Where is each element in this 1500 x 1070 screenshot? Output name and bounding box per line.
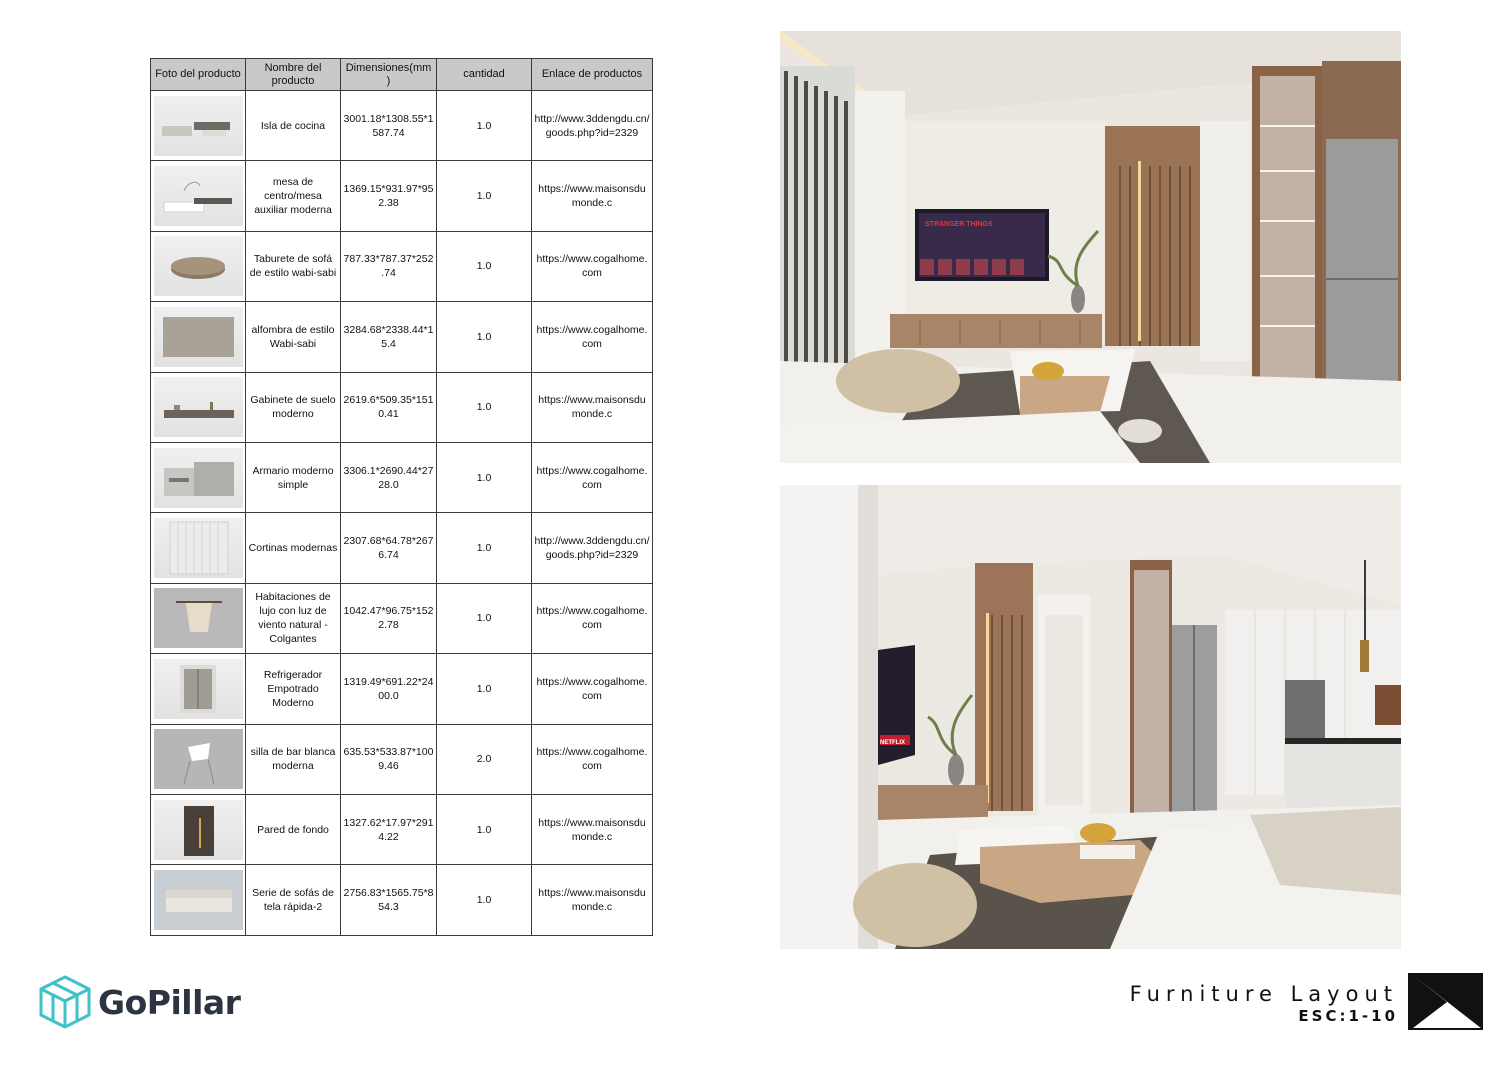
tv-brand-text: NETFLIX — [880, 740, 905, 746]
product-dimensions: 635.53*533.87*1009.46 — [341, 724, 437, 794]
table-row — [151, 161, 653, 231]
product-name: Cortinas modernas — [246, 513, 341, 583]
table-row — [151, 231, 653, 301]
table-row — [151, 724, 653, 794]
table-row — [151, 865, 653, 935]
render-bottom-image — [780, 485, 1401, 949]
header-photo: Foto del producto — [151, 59, 246, 91]
product-quantity: 1.0 — [437, 513, 532, 583]
product-table — [150, 58, 653, 936]
floor-cabinet-thumbnail — [154, 377, 243, 437]
product-link[interactable]: http://www.3ddengdu.cn/goods.php?id=2329 — [532, 91, 653, 161]
product-quantity: 2.0 — [437, 724, 532, 794]
product-dimensions: 2756.83*1565.75*854.3 — [341, 865, 437, 935]
header-dimensions: Dimensiones(mm ) — [341, 59, 437, 91]
product-link[interactable]: https://www.cogalhome.com — [532, 583, 653, 653]
product-quantity: 1.0 — [437, 91, 532, 161]
product-link[interactable]: https://www.cogalhome.com — [532, 654, 653, 724]
wall-hanging-thumbnail — [154, 588, 243, 648]
product-dimensions: 2619.6*509.35*1510.41 — [341, 372, 437, 442]
product-photo-cell — [151, 442, 246, 512]
product-quantity: 1.0 — [437, 865, 532, 935]
product-name: mesa de centro/mesa auxiliar moderna — [246, 161, 341, 231]
product-quantity: 1.0 — [437, 654, 532, 724]
table-row — [151, 91, 653, 161]
product-photo-cell — [151, 654, 246, 724]
product-dimensions: 1327.62*17.97*2914.22 — [341, 794, 437, 864]
bar-chair-thumbnail — [154, 729, 243, 789]
product-name: alfombra de estilo Wabi-sabi — [246, 302, 341, 372]
product-dimensions: 1042.47*96.75*1522.78 — [341, 583, 437, 653]
product-photo-cell — [151, 372, 246, 442]
product-photo-cell — [151, 513, 246, 583]
table-row — [151, 372, 653, 442]
product-dimensions: 3001.18*1308.55*1587.74 — [341, 91, 437, 161]
product-photo-cell — [151, 231, 246, 301]
logo-text: GoPillar — [98, 982, 241, 1022]
product-link[interactable]: https://www.maisonsdumonde.c — [532, 794, 653, 864]
table-row — [151, 583, 653, 653]
table-row — [151, 442, 653, 512]
product-name: Isla de cocina — [246, 91, 341, 161]
product-quantity: 1.0 — [437, 442, 532, 512]
product-dimensions: 3284.68*2338.44*15.4 — [341, 302, 437, 372]
product-quantity: 1.0 — [437, 583, 532, 653]
product-dimensions: 2307.68*64.78*2676.74 — [341, 513, 437, 583]
header-quantity: cantidad — [437, 59, 532, 91]
coffee-table-thumbnail — [154, 166, 243, 226]
kitchen-island-thumbnail — [154, 96, 243, 156]
wall-panel-thumbnail — [154, 800, 243, 860]
render-top-image — [780, 31, 1401, 463]
curtain-thumbnail — [154, 518, 243, 578]
product-photo-cell — [151, 865, 246, 935]
product-dimensions: 1319.49*691.22*2400.0 — [341, 654, 437, 724]
product-link[interactable]: https://www.maisonsdumonde.c — [532, 161, 653, 231]
product-quantity: 1.0 — [437, 794, 532, 864]
product-photo-cell — [151, 91, 246, 161]
product-name: silla de bar blanca moderna — [246, 724, 341, 794]
refrigerator-thumbnail — [154, 659, 243, 719]
drawing-title: Furniture Layout — [1129, 982, 1398, 1006]
product-dimensions: 3306.1*2690.44*2728.0 — [341, 442, 437, 512]
product-name: Taburete de sofá de estilo wabi-sabi — [246, 231, 341, 301]
product-link[interactable]: https://www.maisonsdumonde.c — [532, 372, 653, 442]
product-dimensions: 787.33*787.37*252.74 — [341, 231, 437, 301]
product-link[interactable]: http://www.3ddengdu.cn/goods.php?id=2329 — [532, 513, 653, 583]
product-photo-cell — [151, 302, 246, 372]
living-room-render-bottom — [780, 485, 1401, 949]
product-name: Gabinete de suelo moderno — [246, 372, 341, 442]
table-header-row — [151, 59, 653, 91]
table-row — [151, 794, 653, 864]
living-room-render-top — [780, 31, 1401, 463]
drawing-scale: ESC:1-10 — [1298, 1007, 1398, 1025]
table-row — [151, 302, 653, 372]
product-link[interactable]: https://www.cogalhome.com — [532, 302, 653, 372]
gopillar-logo — [38, 972, 240, 1032]
product-photo-cell — [151, 724, 246, 794]
product-photo-cell — [151, 583, 246, 653]
product-name: Serie de sofás de tela rápida-2 — [246, 865, 341, 935]
product-photo-cell — [151, 794, 246, 864]
product-dimensions: 1369.15*931.97*952.38 — [341, 161, 437, 231]
header-link: Enlace de productos — [532, 59, 653, 91]
product-name: Refrigerador Empotrado Moderno — [246, 654, 341, 724]
product-quantity: 1.0 — [437, 372, 532, 442]
title-block — [1130, 982, 1398, 1026]
wardrobe-thumbnail — [154, 448, 243, 508]
tv-title-text: STRANGER THINGS — [925, 221, 993, 228]
cube-logo-icon — [38, 974, 92, 1030]
product-link[interactable]: https://www.cogalhome.com — [532, 231, 653, 301]
rug-thumbnail — [154, 307, 243, 367]
product-quantity: 1.0 — [437, 231, 532, 301]
product-photo-cell — [151, 161, 246, 231]
product-name: Pared de fondo — [246, 794, 341, 864]
sofa-thumbnail — [154, 870, 243, 930]
table-row — [151, 513, 653, 583]
pouf-thumbnail — [154, 236, 243, 296]
product-name: Habitaciones de lujo con luz de viento natural - Colgantes — [246, 583, 341, 653]
product-link[interactable]: https://www.cogalhome.com — [532, 724, 653, 794]
product-name: Armario moderno simple — [246, 442, 341, 512]
table-row — [151, 654, 653, 724]
header-name: Nombre del producto — [246, 59, 341, 91]
product-quantity: 1.0 — [437, 302, 532, 372]
product-link[interactable]: https://www.cogalhome.com — [532, 442, 653, 512]
product-quantity: 1.0 — [437, 161, 532, 231]
product-link[interactable]: https://www.maisonsdumonde.c — [532, 865, 653, 935]
title-triangle-mark — [1407, 972, 1484, 1031]
